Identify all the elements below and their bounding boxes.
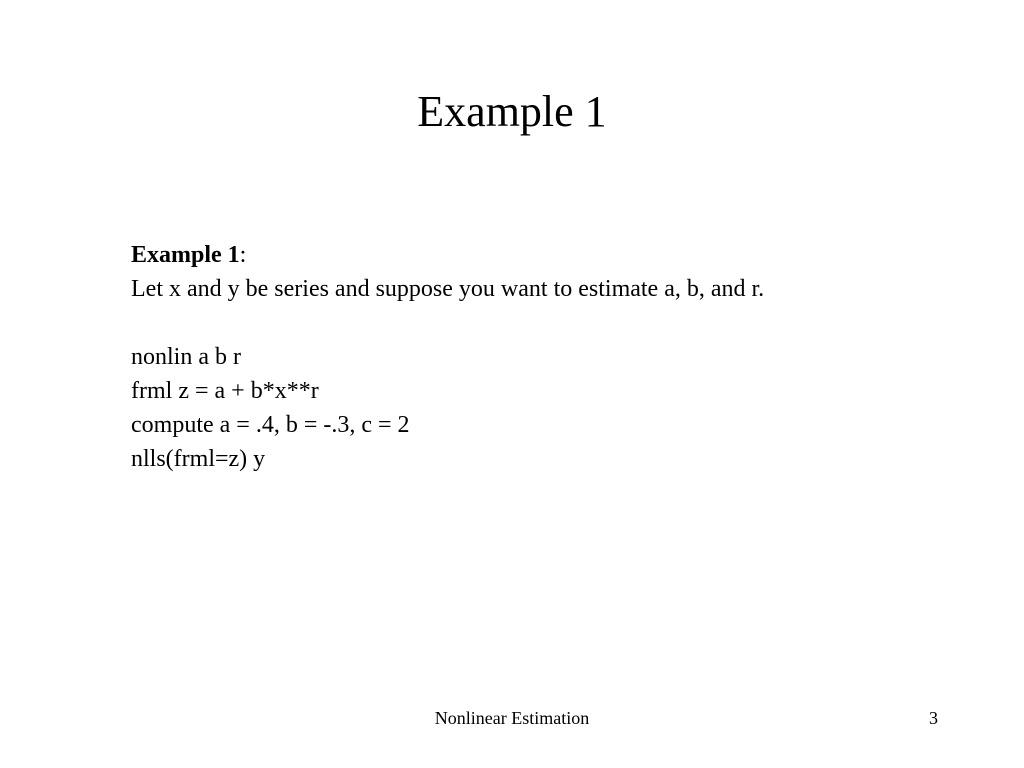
code-line-nonlin: nonlin a b r: [131, 344, 241, 370]
page-number: 3: [929, 708, 938, 728]
slide-title: Example 1: [417, 87, 607, 136]
code-line-nlls: nlls(frml=z) y: [131, 446, 266, 472]
slide-body: [131, 238, 951, 476]
example-heading: [131, 238, 951, 272]
intro-text: Let x and y be series and suppose you want to estimate a, b, and r.: [131, 276, 765, 302]
footer-title: Nonlinear Estimation: [434, 708, 590, 728]
blank-line: [131, 306, 951, 340]
example-heading-colon: :: [239, 242, 247, 268]
code-line-frml: frml z = a + b*x**r: [131, 378, 319, 404]
code-line-compute: compute a = .4, b = -.3, c = 2: [131, 412, 410, 438]
example-heading-label: Example 1: [131, 242, 240, 268]
